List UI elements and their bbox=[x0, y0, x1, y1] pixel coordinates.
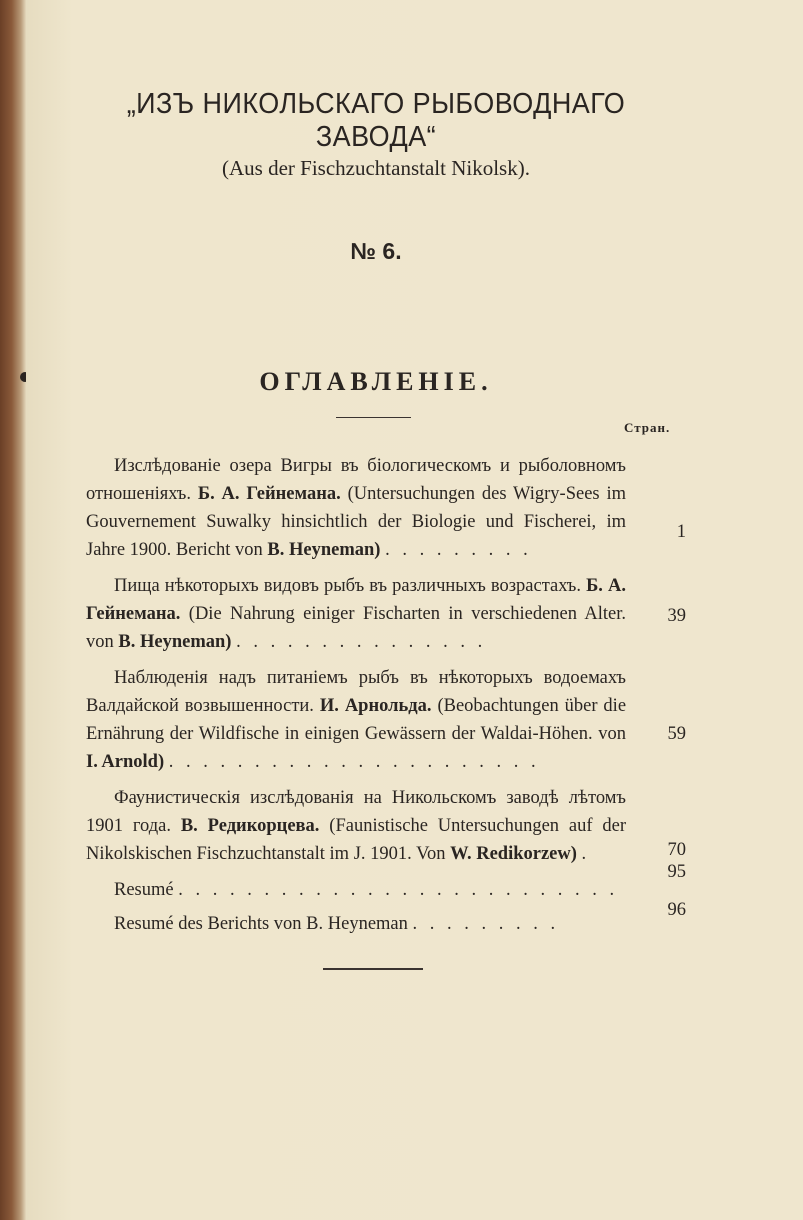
entry-text-translation: (Untersuchungen des Wigry-Sees im Gouvernement Suwalky hinsichtlich der Biologie und Fischerei, im Jahre 1900. Bericht von bbox=[86, 484, 627, 560]
leader-dots: . . . . . . . . . . . . . . . . . . . . . . bbox=[168, 752, 540, 772]
toc-entry bbox=[86, 452, 686, 564]
entry-text: Пища нѣкоторыхъ видовъ рыбъ въ различныхъ возрастахъ. bbox=[114, 576, 581, 596]
contents-heading: ОГЛАВЛЕНІЕ. bbox=[259, 367, 493, 396]
entry-page: 96 bbox=[667, 900, 686, 920]
entry-text-translation: (Beobachtungen über die Ernährung der Wildfische in einigen Gewässern der Waldai-Höhen. von bbox=[86, 696, 627, 744]
toc-entry bbox=[86, 862, 686, 904]
entry-text-translation: (Faunistische Untersuchungen auf der Nikolskischen Fischzuchtanstalt im J. 1901. Von bbox=[86, 816, 627, 864]
toc-entry bbox=[86, 572, 686, 656]
leader-dots: . . . . . . . . . bbox=[385, 540, 532, 560]
entry-author: Б. А. Гейнемана. bbox=[86, 576, 626, 624]
closing-rule bbox=[323, 968, 423, 970]
entry-page: 1 bbox=[676, 522, 686, 542]
entry-author: И. Арнольда. bbox=[319, 696, 432, 716]
entry-author-translation: B. Heyneman) bbox=[267, 540, 381, 560]
divider bbox=[336, 417, 411, 418]
entry-text: Изслѣдованіе озера Вигры въ біологическомъ и рыболовномъ отношеніяхъ. bbox=[86, 456, 626, 504]
entry-author-translation: I. Arnold) bbox=[86, 752, 165, 772]
page-column-label: Стран. bbox=[624, 420, 671, 435]
entry-page: 95 bbox=[667, 862, 686, 882]
entry-author-translation: W. Redikorzew) bbox=[450, 844, 577, 864]
page-title: „ИЗЪ НИКОЛЬСКАГО РЫБОВОДНАГО ЗАВОДА“ bbox=[126, 88, 626, 153]
book-page bbox=[26, 0, 803, 1220]
leader-dots: . . . . . . . . . . . . . . . . . . . . . . . . . . bbox=[178, 880, 619, 900]
entry-author: Б. А. Гейнемана. bbox=[197, 484, 341, 504]
entry-author: В. Редикорцева. bbox=[180, 816, 320, 836]
page-subtitle: (Aus der Fischzuchtanstalt Nikolsk). bbox=[222, 156, 530, 180]
entry-text-translation: (Die Nahrung einiger Fischarten in verschiedenen Alter. von bbox=[86, 604, 626, 652]
toc-entry bbox=[86, 664, 686, 776]
leader-dots: . bbox=[581, 844, 591, 864]
entry-text: Resumé des Berichts von B. Heyneman bbox=[114, 914, 408, 934]
toc-entry bbox=[86, 900, 686, 938]
table-of-contents bbox=[86, 452, 686, 946]
toc-entry bbox=[86, 784, 686, 868]
issue-number: № 6. bbox=[350, 238, 402, 264]
entry-text: Resumé bbox=[114, 880, 174, 900]
book-spine bbox=[0, 0, 26, 1220]
entry-author-translation: B. Heyneman) bbox=[118, 632, 232, 652]
entry-page: 59 bbox=[667, 724, 686, 744]
entry-page: 70 bbox=[667, 840, 686, 860]
leader-dots: . . . . . . . . . . . . . . . bbox=[236, 632, 487, 652]
entry-page: 39 bbox=[667, 606, 686, 626]
leader-dots: . . . . . . . . . bbox=[412, 914, 560, 934]
entry-text: Фаунистическія изслѣдованія на Никольскомъ заводѣ лѣтомъ 1901 года. bbox=[86, 788, 626, 836]
entry-text: Наблюденія надъ питаніемъ рыбъ въ нѣкоторыхъ водоемахъ Валдайской возвышенности. bbox=[86, 668, 626, 716]
